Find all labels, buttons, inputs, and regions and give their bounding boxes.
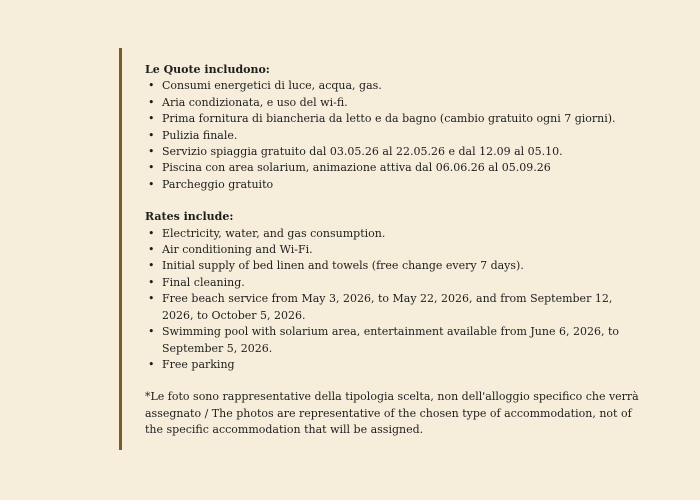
list-item: • Parcheggio gratuito [145,177,645,193]
photo-disclaimer: *Le foto sono rappresentative della tipologia scelta, non dell'alloggio specifico che verrà assegnato / The photos are representative of the chosen type of accommodation, not of the specific accommodation that will be assigned. [145,390,639,437]
italian-heading: Le Quote includono: [145,63,270,76]
list-item: • Aria condizionata, e uso del wi-fi. [145,95,645,111]
english-list [145,226,645,374]
list-item: • Piscina con area solarium, animazione attiva dal 06.06.26 al 05.09.26 [145,160,645,176]
list-item: • Swimming pool with solarium area, entertainment available from June 6, 2026, to September 5, 2026. [145,324,645,357]
list-item: • Electricity, water, and gas consumption. [145,226,645,242]
list-item: • Free beach service from May 3, 2026, to May 22, 2026, and from September 12, 2026, to October 5, 2026. [145,291,645,324]
list-item: • Prima fornitura di biancheria da letto e da bagno (cambio gratuito ogni 7 giorni). [145,111,645,127]
section-spacer [145,373,645,389]
italian-list [145,78,645,193]
list-item: • Air conditioning and Wi-Fi. [145,242,645,258]
rates-panel [145,62,645,439]
list-item: • Initial supply of bed linen and towels (free change every 7 days). [145,258,645,274]
section-spacer [145,193,645,209]
english-heading: Rates include: [145,210,234,224]
list-item: • Final cleaning. [145,275,645,291]
list-item: • Pulizia finale. [145,128,645,144]
list-item: • Servizio spiaggia gratuito dal 03.05.26 al 22.05.26 e dal 12.09 al 05.10. [145,144,645,160]
accent-bar [119,48,122,450]
list-item: • Consumi energetici di luce, acqua, gas. [145,78,645,94]
list-item: • Free parking [145,357,645,373]
